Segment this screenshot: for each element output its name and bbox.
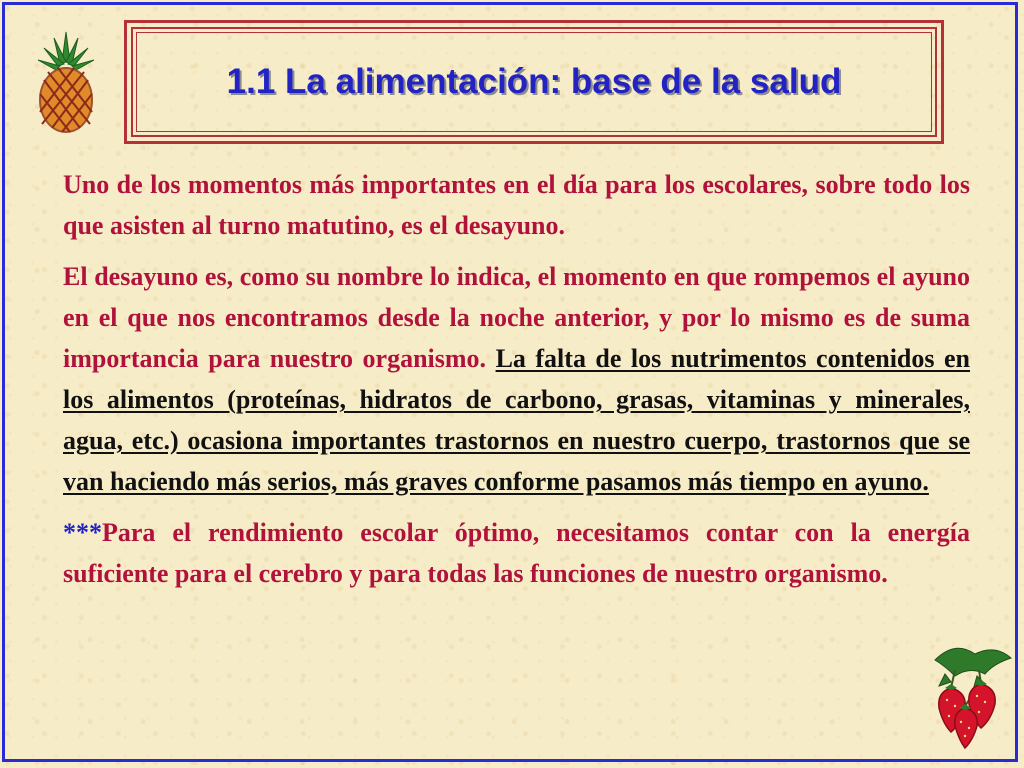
paragraph-1: Uno de los momentos más importantes en el día para los escolares, sobre todo los que asisten al turno matutino, es el desayuno. xyxy=(63,170,970,240)
pineapple-icon xyxy=(34,28,98,136)
paragraph-3-marker: *** xyxy=(63,518,102,547)
slide-body xyxy=(63,164,970,604)
strawberry-icon xyxy=(915,640,1015,750)
title-box xyxy=(124,20,944,144)
paragraph-2 xyxy=(63,256,970,502)
paragraph-3 xyxy=(63,512,970,594)
paragraph-2-underlined: La falta de los nutrimentos contenidos en los alimentos (proteínas, hidratos de carbono, grasas, vitaminas y minerales, agua, etc.) ocasiona importantes trastornos en nuestro cuerpo, trastornos que se van haciendo más serios, más graves conforme pasamos más tiempo en ayuno. xyxy=(63,344,970,496)
paragraph-3-text: Para el rendimiento escolar óptimo, necesitamos contar con la energía suficiente para el cerebro y para todas las funciones de nuestro organismo. xyxy=(63,518,970,588)
paragraph-2-intro: El desayuno es, como su nombre lo indica, el momento en que rompemos el ayuno en el que nos encontramos desde la noche anterior, y por lo mismo es de suma importancia para nuestro organismo. xyxy=(63,262,970,373)
slide-title: 1.1 La alimentación: base de la salud xyxy=(226,62,842,101)
